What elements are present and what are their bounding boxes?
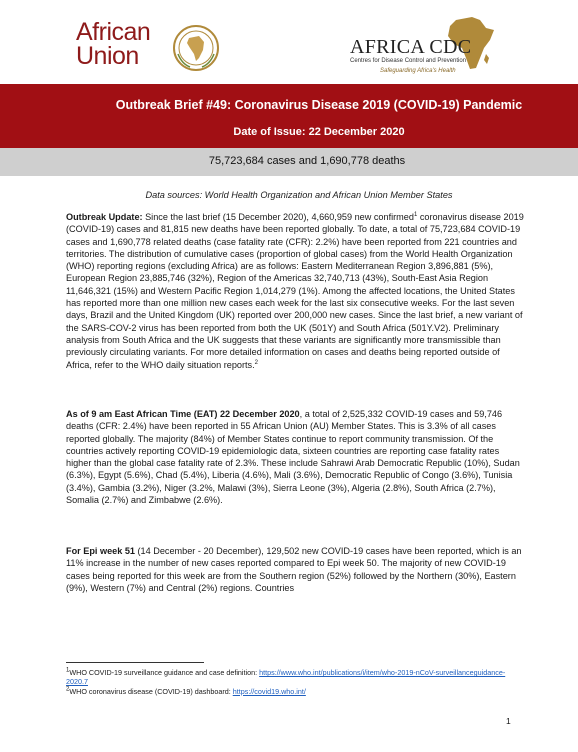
page-header xyxy=(0,0,578,82)
paragraph-text: Since the last brief (15 December 2020), 4,660,959 new confirmed xyxy=(142,212,414,222)
footnote-2 xyxy=(66,687,524,696)
epi-week-paragraph xyxy=(66,545,524,594)
cdc-tagline: Safeguarding Africa's Health xyxy=(380,68,456,74)
au-logo-line2: Union xyxy=(76,42,139,70)
cases-summary: 75,723,684 cases and 1,690,778 deaths xyxy=(208,155,406,167)
page-number: 1 xyxy=(506,716,511,726)
footnote-number: 1 xyxy=(66,667,70,674)
african-union-logo xyxy=(76,20,226,80)
footnote-1 xyxy=(66,668,524,687)
africa-cdc-logo xyxy=(350,14,550,80)
footnote-text: WHO COVID-19 surveillance guidance and case definition: xyxy=(69,668,260,677)
brief-title: Outbreak Brief #49: Coronavirus Disease 2019 (COVID-19) Pandemic xyxy=(115,98,523,112)
cases-summary-bar xyxy=(0,148,578,176)
paragraph-text: (14 December - 20 December), 129,502 new COVID-19 cases have been reported, which is an 11% increase in the number of new cases reported compared to Epi week 50. The majority of new COVID-19 cases being reported for this week are from the Southern region (52%) followed by the Northern (30%), Eastern (9%), Western (7%) and Central (2%) regions. Countries xyxy=(66,546,522,593)
cdc-subtitle: Centres for Disease Control and Prevention xyxy=(350,58,467,64)
au-logo-line1: African xyxy=(76,18,151,46)
data-sources: Data sources: World Health Organization and African Union Member States xyxy=(145,190,453,200)
cdc-title: AFRICA CDC xyxy=(350,36,472,58)
footnote-ref[interactable]: 1 xyxy=(413,211,418,218)
issue-date: Date of Issue: 22 December 2020 xyxy=(233,126,405,138)
footnote-link[interactable]: https://covid19.who.int/ xyxy=(232,686,306,696)
title-banner xyxy=(0,84,578,148)
au-emblem-icon xyxy=(172,24,220,72)
outbreak-update-paragraph xyxy=(66,211,524,371)
paragraph-lead: Outbreak Update: xyxy=(66,212,143,222)
footnote-text: WHO coronavirus disease (COVID-19) dashboard: xyxy=(69,686,233,696)
footnote-divider xyxy=(66,662,204,663)
paragraph-text: , a total of 2,525,332 COVID-19 cases and 59,746 deaths (CFR: 2.4%) have been reported in 55 African Union (AU) Member States. This is 3.3% of all cases reported globally. The majority (84%) of Member States continue to report community transmission. Of the countries actively reporting COVID-19 epidemiologic data, sixteen countries are reporting case fatality rates higher than the global case fatality rate of 2.3%. These include Sahrawi Arab Democratic Republic (10%), Sudan (6.3%), Egypt (5.6%), Chad (5.4%), Liberia (4.6%), Mali (3.6%), Democratic Republic of Congo (3.6%), Tunisia (3.4%), Gambia (3.2%), Niger (3.2%, Malawi (3%), Sierra Leone (3%), Algeria (2.8%), South Africa (2.7%), Somalia (2.7%) and Zimbabwe (2.6%). xyxy=(66,409,520,506)
africa-status-paragraph xyxy=(66,408,524,506)
paragraph-lead: For Epi week 51 xyxy=(66,546,135,556)
paragraph-text: coronavirus disease 2019 (COVID-19) cases and 81,815 new deaths have been reported globally. To date, a total of 75,723,684 COVID-19 cases and 1,690,778 related deaths (case fatality rate (CFR): 2.2%) have been reported from 221 countries and territories. The distribution of cumulative cases (proportion of global cases) from the World Health Organization (WHO) reporting regions (excluding Africa) are as follows: Eastern Mediterranean Region 3,896,881 (5%), European Region 23,885,746 (32%), Region of the Americas 32,740,713 (43%), South-East Asia Region 11,646,321 (15%) and Western Pacific Region 1,014,279 (1%). Among the affected locations, the United States has reported more than one million new cases each week for the last six consecutive weeks. For the last seven days, Brazil and the United Kingdom (UK) reported over 200,000 new cases. Since the last brief, a new variant of the SARS-COV-2 virus has been reported from both the UK (501Y) and South Africa (501Y.V2). Preliminary analysis from South Africa and the UK suggests that these variants are significantly more transmissible than previously circulating variants. For more detailed information on cases and deaths being reported outside of Africa, refer to the WHO daily situation reports. xyxy=(66,212,524,370)
footnote-number: 2 xyxy=(66,686,70,693)
au-logo-text xyxy=(76,20,150,68)
footnote-link[interactable]: https://www.who.int/publications/i/item/who-2019-nCoV-surveillanceguidance-2020.7 xyxy=(66,668,506,687)
paragraph-lead: As of 9 am East African Time (EAT) 22 December 2020 xyxy=(66,409,300,419)
footnote-ref[interactable]: 2 xyxy=(254,359,258,366)
footnotes xyxy=(66,668,524,696)
